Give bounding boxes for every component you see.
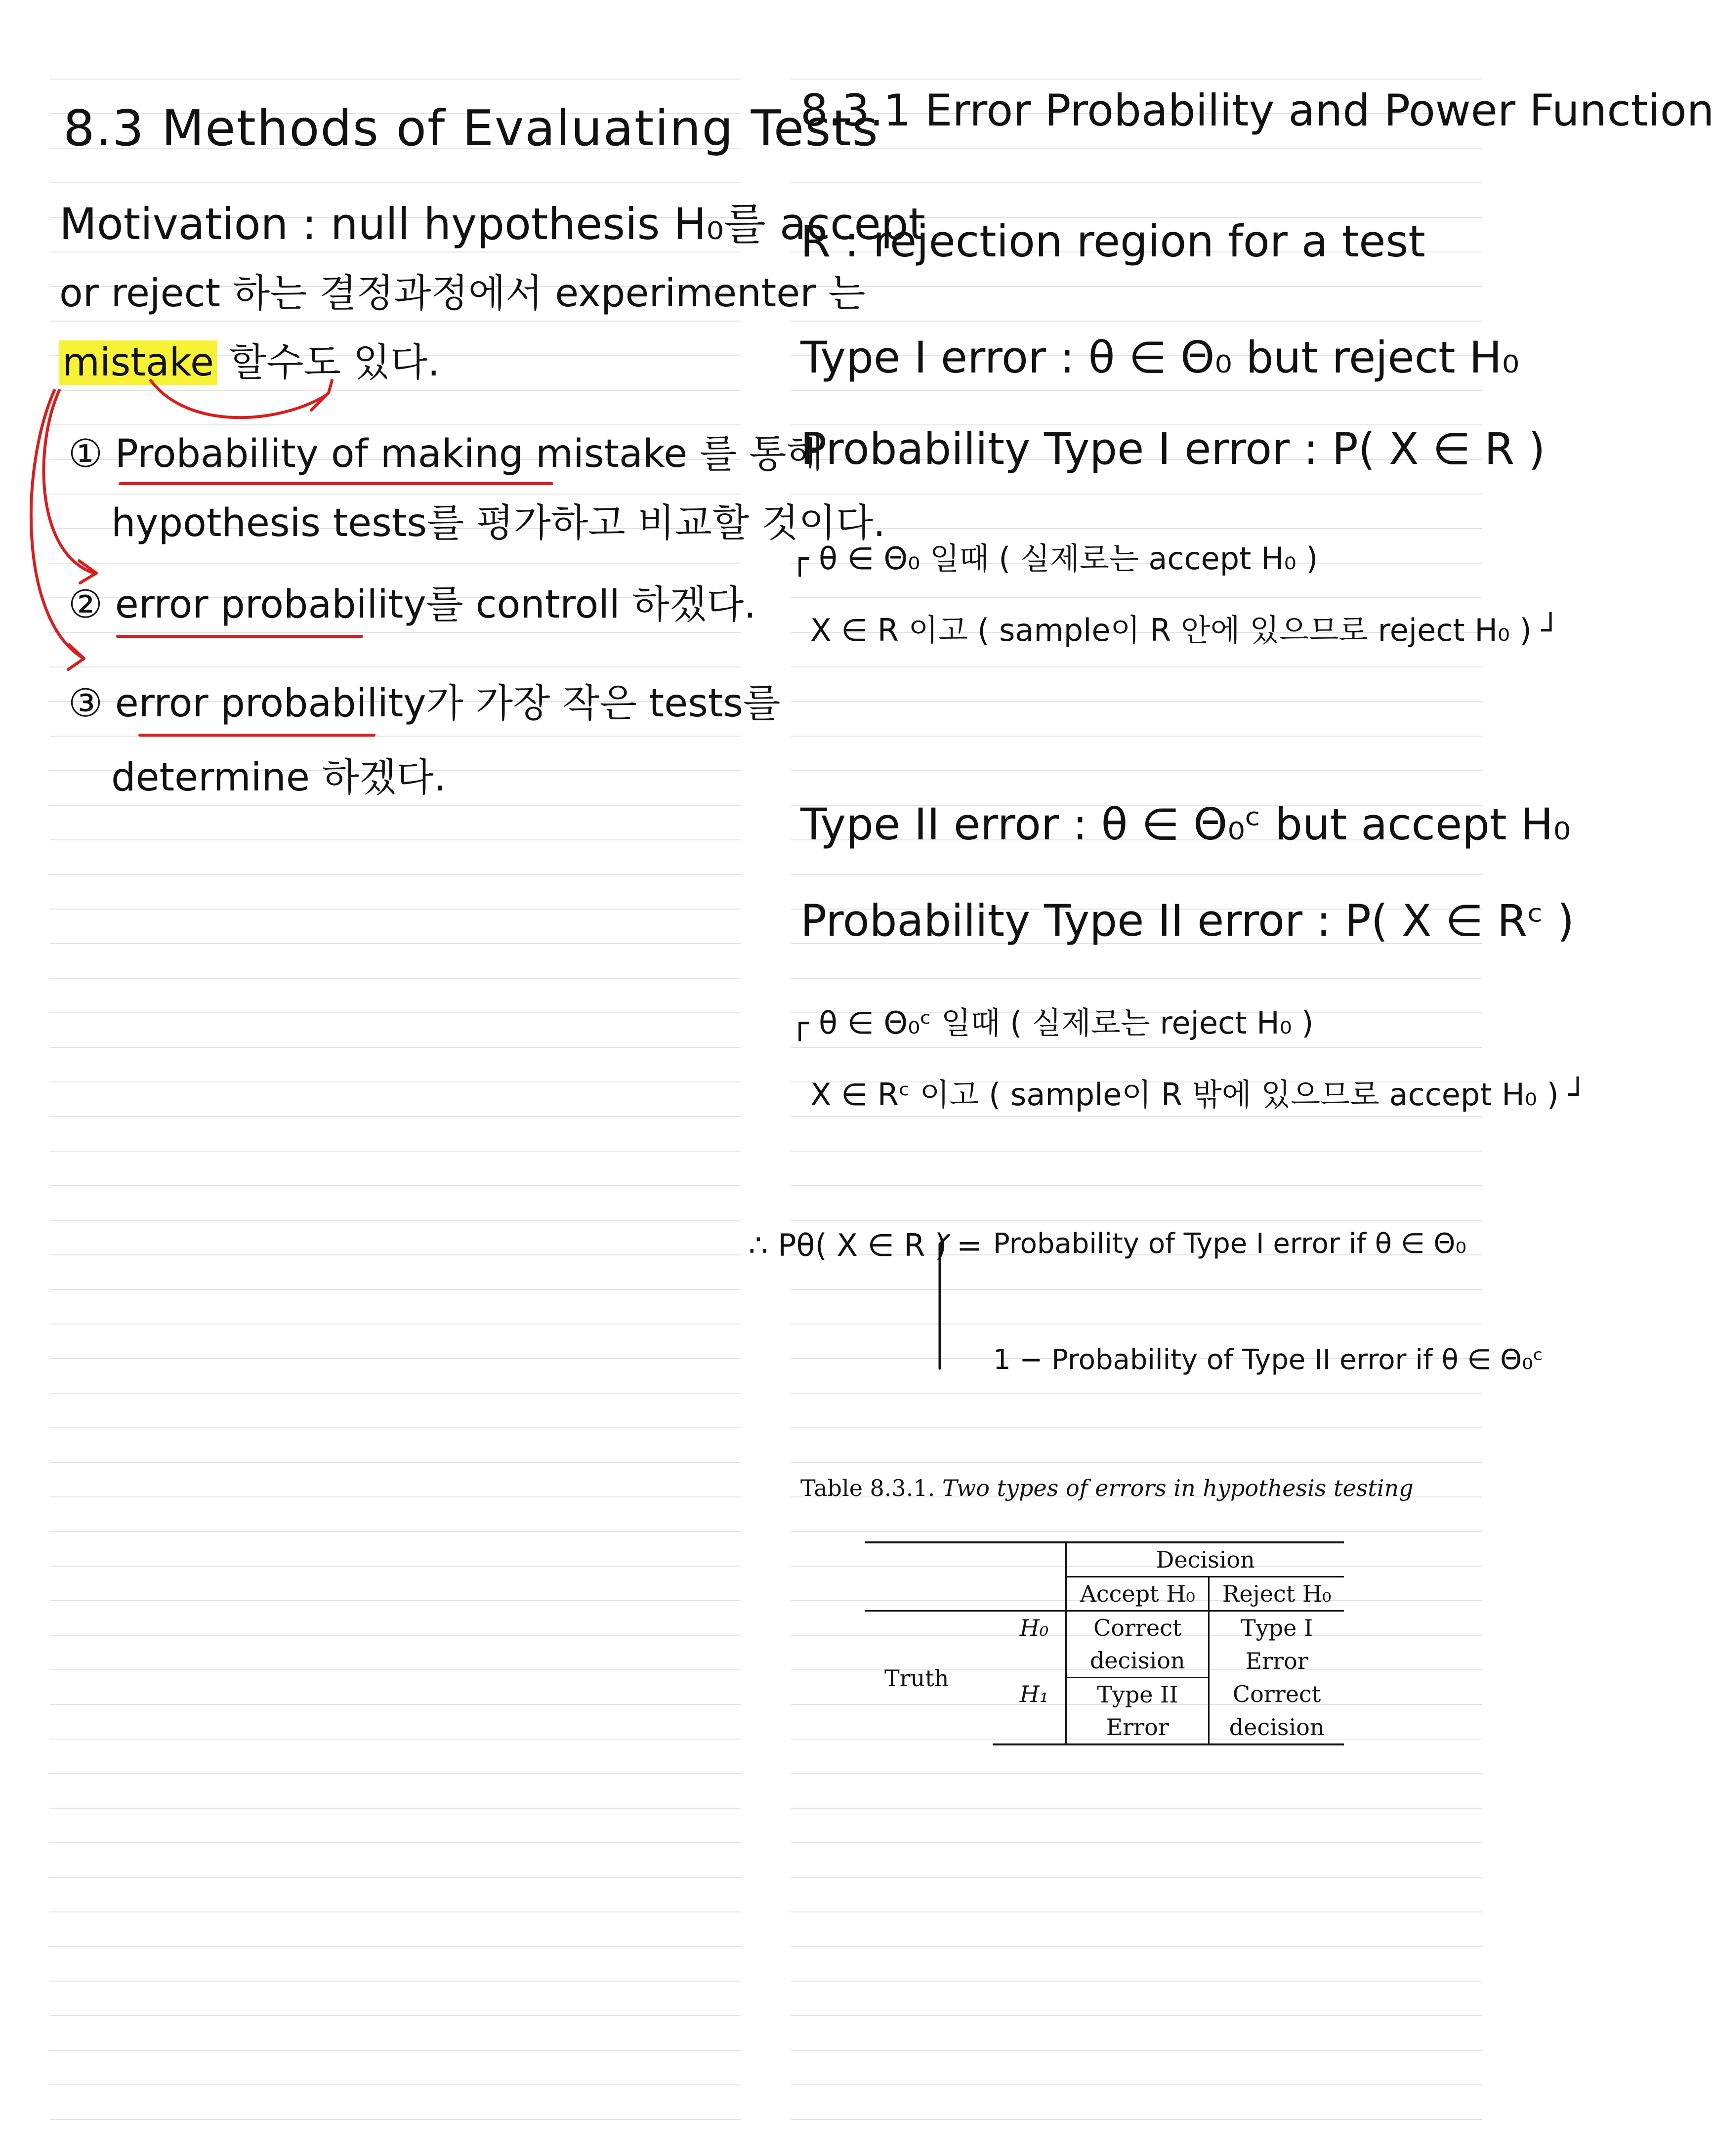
- section-title: 8.3 Methods of Evaluating Tests: [63, 99, 879, 157]
- table-corner-cell: [865, 1542, 1066, 1577]
- point-3-line-2: determine 하겠다.: [111, 755, 446, 800]
- cell-h1-reject-l2: decision: [1209, 1711, 1344, 1744]
- error-types-table: [865, 1541, 1344, 1745]
- cell-h1-reject-l1: Correct: [1232, 1681, 1321, 1708]
- type-2-note-line-1: ┌ θ ∈ Θ₀ᶜ 일때 ( 실제로는 reject H₀ ): [791, 1005, 1314, 1041]
- row-h0-label: H₀: [993, 1611, 1066, 1645]
- col-reject-h0: Reject H₀: [1209, 1577, 1344, 1611]
- motivation-line-2: or reject 하는 결정과정에서 experimenter 는: [59, 271, 866, 316]
- table-row: [865, 1611, 1344, 1645]
- type-1-note-line-1: ┌ θ ∈ Θ₀ 일때 ( 실제로는 accept H₀ ): [791, 540, 1318, 577]
- underline-error-probability-2: [116, 635, 363, 638]
- table-row: [865, 1542, 1344, 1577]
- motivation-line-3: [59, 340, 440, 385]
- cell-h0-reject-l2: Error: [1245, 1647, 1308, 1674]
- type-1-error-probability: Probability Type I error : P( X ∈ R ): [800, 423, 1546, 474]
- point-2-line-1: ② error probability를 controll 하겠다.: [68, 582, 756, 627]
- table-caption-title: Two types of errors in hypothesis testing: [942, 1475, 1414, 1501]
- motivation-line-1: Motivation : null hypothesis H₀를 accept: [59, 199, 926, 249]
- underline-error-probability-3: [138, 734, 376, 737]
- cell-h0-accept-l2: decision: [1066, 1644, 1209, 1678]
- cell-h1-accept-l1: Type II: [1066, 1678, 1209, 1711]
- table-blank-cell: [993, 1644, 1066, 1678]
- type-2-error-definition: Type II error : θ ∈ Θ₀ᶜ but accept H₀: [800, 799, 1571, 850]
- table-blank-cell: [993, 1711, 1066, 1744]
- type-1-error-definition: Type I error : θ ∈ Θ₀ but reject H₀: [800, 332, 1520, 383]
- cell-h1-accept-l2: Error: [1066, 1711, 1209, 1744]
- col-accept-h0: Accept H₀: [1066, 1577, 1209, 1611]
- type-2-note-line-2: X ∈ Rᶜ 이고 ( sample이 R 밖에 있으므로 accept H₀ ) ┘: [810, 1077, 1587, 1113]
- table-corner-cell-2: [865, 1577, 1066, 1611]
- piecewise-brace: [929, 1220, 959, 1378]
- cell-h0-reject-l1: Type I: [1241, 1615, 1313, 1641]
- power-function-lhs: ∴ Pθ( X ∈ R ) =: [749, 1227, 982, 1263]
- decision-header: Decision: [1066, 1542, 1344, 1577]
- table-row: [865, 1577, 1344, 1611]
- power-function-case-1: Probability of Type I error if θ ∈ Θ₀: [993, 1228, 1466, 1260]
- truth-label: Truth: [884, 1664, 949, 1692]
- underline-probability-of-mistake: [119, 482, 553, 485]
- subsection-heading: 8.3.1 Error Probability and Power Function: [800, 85, 1714, 136]
- power-function-case-2: 1 − Probability of Type II error if θ ∈ Θ₀ᶜ: [993, 1344, 1544, 1376]
- motivation-line-3-rest: 할수도 있다.: [217, 340, 440, 385]
- table-caption-prefix: Table 8.3.1.: [800, 1475, 935, 1501]
- rejection-region-definition: R : rejection region for a test: [800, 216, 1425, 267]
- cell-h0-accept-l1: Correct: [1066, 1611, 1209, 1645]
- type-1-note-line-2: X ∈ R 이고 ( sample이 R 안에 있으므로 reject H₀ ) ┘: [810, 612, 1560, 648]
- point-1-line-2: hypothesis tests를 평가하고 비교할 것이다.: [111, 501, 886, 545]
- table-caption: [800, 1475, 1453, 1501]
- type-2-error-probability: Probability Type II error : P( X ∈ Rᶜ ): [800, 895, 1575, 946]
- point-3-line-1: ③ error probability가 가장 작은 tests를: [68, 681, 781, 726]
- row-h1-label: H₁: [993, 1678, 1066, 1711]
- point-1-line-1: ① Probability of making mistake 를 통해: [68, 432, 824, 476]
- right-column: [749, 0, 1714, 2156]
- error-types-table-wrapper: [865, 1541, 1344, 1739]
- highlighted-word-mistake: mistake: [59, 340, 217, 385]
